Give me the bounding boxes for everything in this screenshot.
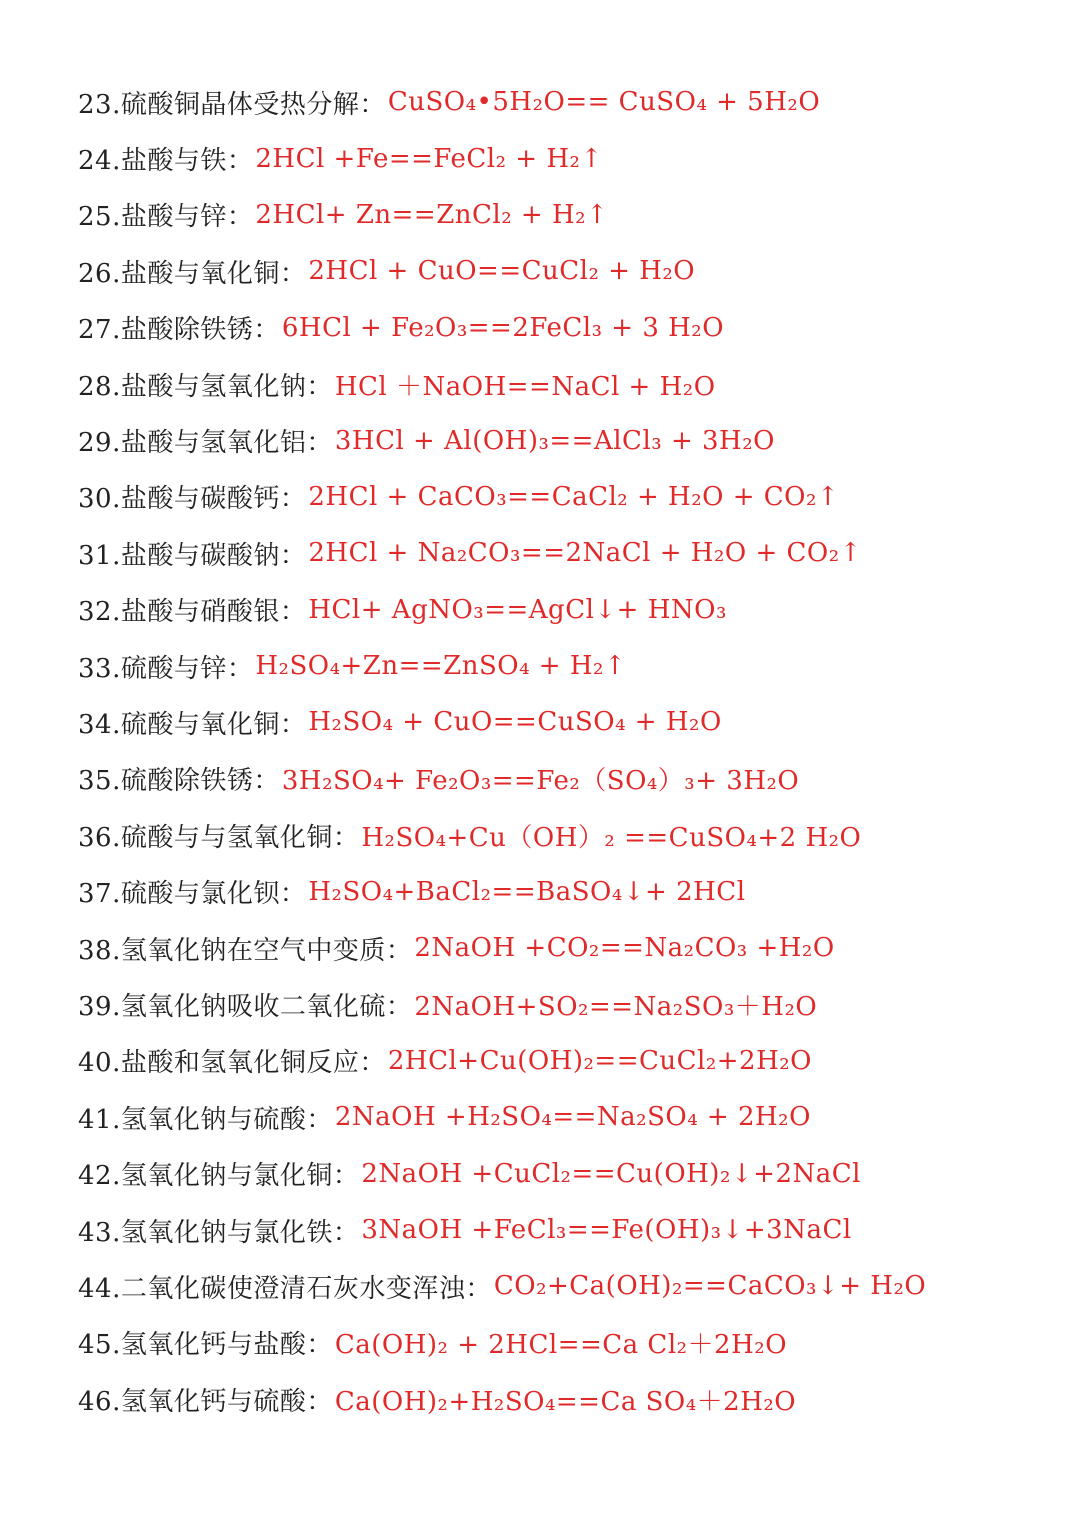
equation-label: 42.氢氧化钠与氯化铜：	[78, 1161, 360, 1192]
equation-row	[78, 1145, 1068, 1201]
equation-label: 35.硫酸除铁锈：	[78, 766, 280, 797]
equation-row	[78, 1371, 1068, 1427]
equation-row	[78, 638, 1068, 694]
equation-label: 23.硫酸铜晶体受热分解：	[78, 89, 386, 120]
equation-formula: CuSO₄•5H₂O== CuSO₄ + 5H₂O	[387, 87, 821, 118]
equation-formula: 2NaOH +CuCl₂==Cu(OH)₂↓+2NaCl	[361, 1158, 861, 1189]
equation-formula: 6HCl + Fe₂O₃==2FeCl₃ + 3 H₂O	[281, 312, 725, 343]
equation-formula: 2HCl + CaCO₃==CaCl₂ + H₂O + CO₂↑	[308, 481, 840, 512]
equation-formula: 3HCl + Al(OH)₃==AlCl₃ + 3H₂O	[334, 425, 775, 456]
equation-formula: 2HCl + Na₂CO₃==2NaCl + H₂O + CO₂↑	[308, 538, 862, 569]
equation-label: 30.盐酸与碳酸钙：	[78, 484, 307, 515]
equation-formula: H₂SO₄+Cu（OH）₂ ==CuSO₄+2 H₂O	[361, 822, 862, 853]
equation-label: 39.氢氧化钠吸收二氧化硫：	[78, 991, 413, 1022]
equation-row	[78, 1089, 1068, 1145]
equation-label: 37.硫酸与氯化钡：	[78, 879, 307, 910]
equation-row	[78, 694, 1068, 750]
equation-formula: 2HCl +Fe==FeCl₂ + H₂↑	[255, 143, 603, 174]
equation-formula: 2HCl + CuO==CuCl₂ + H₂O	[308, 256, 696, 287]
equation-row	[78, 243, 1068, 299]
equation-row	[78, 976, 1068, 1032]
equation-formula: H₂SO₄ + CuO==CuSO₄ + H₂O	[308, 707, 722, 738]
equation-label: 46.氢氧化钙与硫酸：	[78, 1386, 333, 1417]
equation-label: 26.盐酸与氧化铜：	[78, 258, 307, 289]
equation-row	[78, 920, 1068, 976]
equation-formula: HCl+ AgNO₃==AgCl↓+ HNO₃	[308, 594, 727, 625]
equation-formula: 2HCl+Cu(OH)₂==CuCl₂+2H₂O	[387, 1045, 812, 1076]
equation-formula: Ca(OH)₂+H₂SO₄==Ca SO₄＋2H₂O	[334, 1386, 797, 1417]
equation-formula: CO₂+Ca(OH)₂==CaCO₃↓+ H₂O	[493, 1271, 927, 1302]
equation-row	[78, 751, 1068, 807]
equation-row	[78, 582, 1068, 638]
equation-row	[78, 130, 1068, 186]
equation-label: 41.氢氧化钠与硫酸：	[78, 1104, 333, 1135]
equation-row	[78, 1315, 1068, 1371]
equation-formula: 2HCl+ Zn==ZnCl₂ + H₂↑	[255, 199, 609, 230]
equation-row	[78, 525, 1068, 581]
equation-label: 33.硫酸与锌：	[78, 653, 254, 684]
equation-formula: 3H₂SO₄+ Fe₂O₃==Fe₂（SO₄）₃+ 3H₂O	[281, 766, 800, 797]
equation-formula: 2NaOH +H₂SO₄==Na₂SO₄ + 2H₂O	[334, 1102, 811, 1133]
equation-row	[78, 807, 1068, 863]
equation-row	[78, 412, 1068, 468]
equation-label: 45.氢氧化钙与盐酸：	[78, 1330, 333, 1361]
equation-list	[78, 74, 1068, 1427]
equation-formula: HCl ＋NaOH==NaCl + H₂O	[334, 371, 716, 402]
equation-row	[78, 1033, 1068, 1089]
equation-formula: Ca(OH)₂ + 2HCl==Ca Cl₂＋2H₂O	[334, 1330, 788, 1361]
equation-label: 32.盐酸与硝酸银：	[78, 597, 307, 628]
equation-label: 25.盐酸与锌：	[78, 202, 254, 233]
equation-row	[78, 300, 1068, 356]
equation-row	[78, 1258, 1068, 1314]
equation-label: 43.氢氧化钠与氯化铁：	[78, 1217, 360, 1248]
equation-row	[78, 356, 1068, 412]
equation-row	[78, 469, 1068, 525]
equation-formula: 2NaOH+SO₂==Na₂SO₃＋H₂O	[414, 991, 818, 1022]
equation-label: 24.盐酸与铁：	[78, 146, 254, 177]
equation-label: 44.二氧化碳使澄清石灰水变浑浊：	[78, 1273, 492, 1304]
equation-label: 40.盐酸和氢氧化铜反应：	[78, 1048, 386, 1079]
equation-label: 36.硫酸与与氢氧化铜：	[78, 822, 360, 853]
equation-row	[78, 863, 1068, 919]
equation-label: 27.盐酸除铁锈：	[78, 315, 280, 346]
equation-formula: 3NaOH +FeCl₃==Fe(OH)₃↓+3NaCl	[361, 1215, 852, 1245]
equation-label: 34.硫酸与氧化铜：	[78, 709, 307, 740]
equation-formula: H₂SO₄+BaCl₂==BaSO₄↓+ 2HCl	[308, 876, 746, 907]
equation-row	[78, 1202, 1068, 1258]
equation-row	[78, 187, 1068, 243]
equation-label: 28.盐酸与氢氧化钠：	[78, 371, 333, 402]
equation-row	[78, 74, 1068, 130]
equation-formula: H₂SO₄+Zn==ZnSO₄ + H₂↑	[255, 651, 627, 682]
equation-label: 29.盐酸与氢氧化铝：	[78, 428, 333, 459]
equation-label: 38.氢氧化钠在空气中变质：	[78, 935, 413, 966]
equation-formula: 2NaOH +CO₂==Na₂CO₃ +H₂O	[414, 933, 835, 964]
equation-label: 31.盐酸与碳酸钠：	[78, 540, 307, 571]
